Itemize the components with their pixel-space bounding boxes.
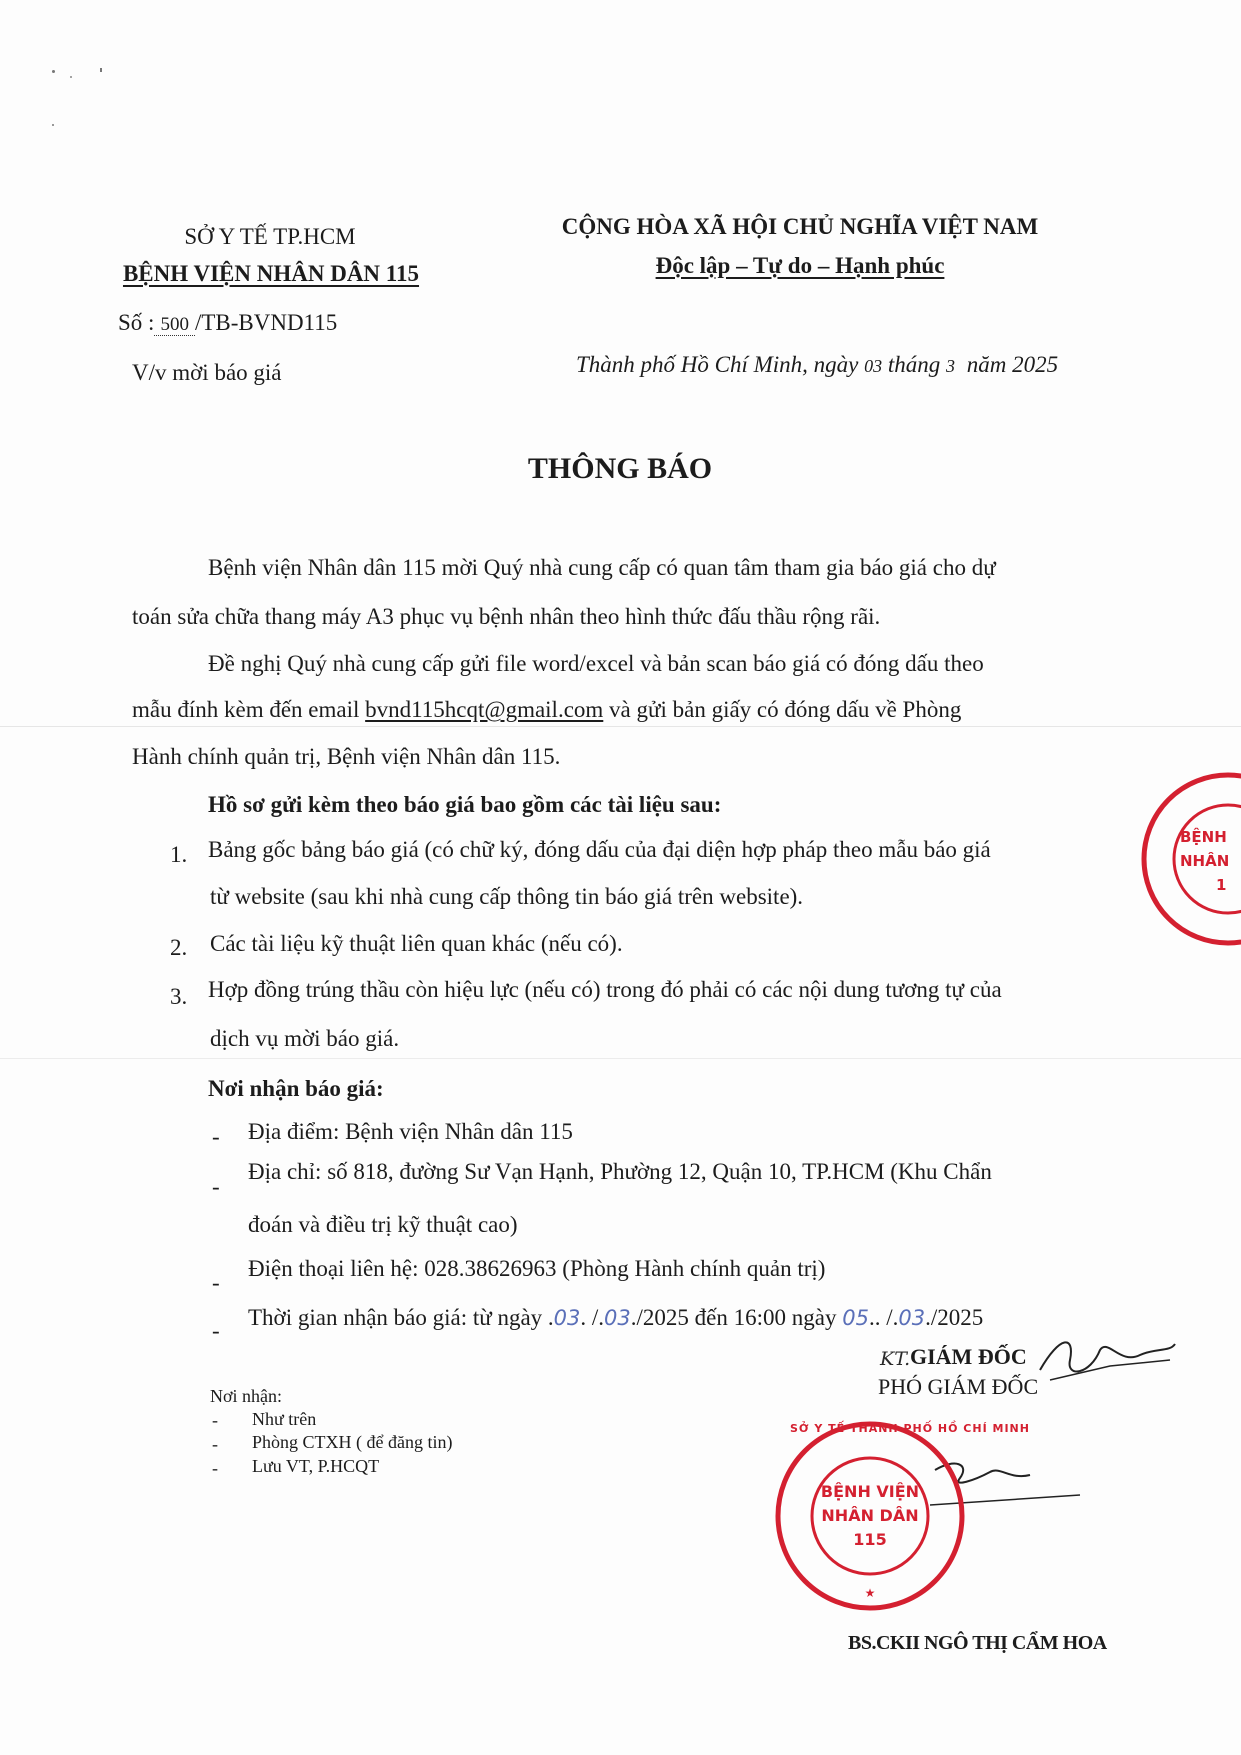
- documents-heading: Hồ sơ gửi kèm theo báo giá bao gồm các tài liệu sau:: [208, 792, 722, 817]
- stamp-center-line-1: BỆNH VIỆN: [820, 1482, 920, 1501]
- recipients-item: Lưu VT, P.HCQT: [252, 1456, 380, 1476]
- edge-stamp-line-1: BỆNH: [1180, 828, 1227, 846]
- date-day: 03: [864, 356, 883, 376]
- edge-stamp: [1136, 770, 1241, 948]
- scan-speck: [70, 76, 72, 78]
- fold-line: [0, 726, 1241, 727]
- date-month-label: tháng: [887, 352, 941, 377]
- fold-line: [0, 1058, 1241, 1059]
- receive-time-middle: /2025 đến 16:00 ngày: [636, 1305, 837, 1330]
- official-stamp: [772, 1418, 1030, 1614]
- scan-speck: [52, 124, 54, 126]
- receive-time-to-date: 05.. /.03.: [842, 1305, 931, 1330]
- paragraph-2-line-3: Hành chính quản trị, Bệnh viện Nhân dân 115.: [132, 744, 561, 769]
- receive-item-dash: -: [212, 1318, 220, 1343]
- document-item-text: Hợp đồng trúng thầu còn hiệu lực (nếu có) trong đó phải có các nội dung tương tự của: [208, 977, 1002, 1002]
- scan-speck: [52, 70, 55, 73]
- signer-title-deputy: PHÓ GIÁM ĐỐC: [878, 1374, 1039, 1399]
- agency-name: SỞ Y TẾ TP.HCM: [184, 224, 356, 249]
- edge-stamp-line-3: 1: [1216, 876, 1227, 894]
- paragraph-2-text-after-email: và gửi bản giấy có đóng dấu về Phòng: [609, 697, 962, 722]
- date-prefix: Thành phố Hồ Chí Minh, ngày: [576, 352, 859, 377]
- kt-prefix-handwritten: KT.: [880, 1348, 911, 1370]
- document-item-text: Các tài liệu kỹ thuật liên quan khác (nếu có).: [210, 931, 623, 956]
- country-name: CỘNG HÒA XÃ HỘI CHỦ NGHĨA VIỆT NAM: [561, 214, 1039, 239]
- stamp-center-line-3: 115: [853, 1530, 887, 1549]
- receive-time-line: [248, 1305, 983, 1331]
- handwritten-signature: [1030, 1330, 1180, 1390]
- recipients-dash: -: [212, 1434, 218, 1454]
- document-number: [118, 310, 337, 336]
- receive-item-text: Điện thoại liên hệ: 028.38626963 (Phòng Hành chính quản trị): [248, 1256, 826, 1281]
- recipients-heading: Nơi nhận:: [210, 1386, 283, 1406]
- email-link[interactable]: bvnd115hcqt@gmail.com: [365, 697, 604, 722]
- receive-time-end: /2025: [930, 1305, 984, 1330]
- receive-time-from-day: 03: [553, 1306, 581, 1330]
- recipients-item: Phòng CTXH ( để đăng tin): [252, 1432, 453, 1452]
- recipients-dash: -: [212, 1458, 218, 1478]
- recipients-dash: -: [212, 1410, 218, 1430]
- signer-title-director: GIÁM ĐỐC: [910, 1344, 1027, 1369]
- national-motto: Độc lập – Tự do – Hạnh phúc: [655, 253, 945, 278]
- subject-line: V/v mời báo giá: [132, 360, 282, 385]
- document-item-text-continued: dịch vụ mời báo giá.: [210, 1026, 400, 1051]
- signature-stroke: [1050, 1360, 1170, 1380]
- document-number-value: 500: [154, 314, 195, 336]
- receive-time-from-month: 03: [604, 1306, 631, 1330]
- recipients-item: Như trên: [252, 1409, 317, 1429]
- receive-item-text: Địa điểm: Bệnh viện Nhân dân 115: [248, 1119, 573, 1144]
- document-number-prefix: Số :: [118, 310, 155, 335]
- document-number-suffix: /TB-BVND115: [194, 310, 338, 335]
- document-item-number: 2.: [170, 935, 188, 960]
- edge-stamp-line-2: NHÂN: [1180, 852, 1230, 870]
- paragraph-1-line-2: toán sửa chữa thang máy A3 phục vụ bệnh nhân theo hình thức đấu thầu rộng rãi.: [132, 604, 881, 629]
- receive-time-prefix: Thời gian nhận báo giá: từ ngày: [248, 1305, 543, 1330]
- paragraph-2-line-1: Đề nghị Quý nhà cung cấp gửi file word/excel và bản scan báo giá có đóng dấu theo: [208, 651, 984, 676]
- signer-name: BS.CKII NGÔ THỊ CẨM HOA: [848, 1632, 1107, 1654]
- hospital-name: BỆNH VIỆN NHÂN DÂN 115: [122, 261, 420, 286]
- document-item-text: Bảng gốc bảng báo giá (có chữ ký, đóng dấu của đại diện hợp pháp theo mẫu báo giá: [208, 837, 991, 862]
- paragraph-2-text-before-email: mẫu đính kèm đến email: [132, 697, 360, 722]
- receive-heading: Nơi nhận báo giá:: [208, 1076, 384, 1101]
- paragraph-2-line-2: [132, 697, 961, 723]
- paragraph-1-line-1: Bệnh viện Nhân dân 115 mời Quý nhà cung cấp có quan tâm tham gia báo giá cho dự: [208, 555, 996, 580]
- receive-item-text: Địa chỉ: số 818, đường Sư Vạn Hạnh, Phường 12, Quận 10, TP.HCM (Khu Chẩn: [248, 1159, 992, 1184]
- stamp-star: ★: [864, 1586, 876, 1600]
- receive-item-dash: -: [212, 1124, 220, 1149]
- date-year: năm 2025: [966, 352, 1059, 377]
- receive-item-dash: -: [212, 1174, 220, 1199]
- document-date: [576, 352, 1058, 378]
- document-item-text-continued: từ website (sau khi nhà cung cấp thông tin báo giá trên website).: [210, 884, 804, 909]
- receive-item-dash: -: [212, 1270, 220, 1295]
- stamp-ring-text: SỞ Y TẾ THÀNH PHỐ HỒ CHÍ MINH: [790, 1422, 1030, 1435]
- date-month: 3: [946, 356, 956, 376]
- receive-item-text-continued: đoán và điều trị kỹ thuật cao): [248, 1212, 518, 1237]
- receive-time-to-month: 03: [898, 1306, 926, 1330]
- document-item-number: 1.: [170, 842, 188, 867]
- receive-time-from-date: .03. /.03.: [547, 1305, 637, 1330]
- document-item-number: 3.: [170, 984, 188, 1009]
- receive-time-to-day: 05: [842, 1306, 869, 1330]
- stamp-center-line-2: NHÂN DÂN: [821, 1506, 919, 1525]
- scan-speck: [100, 68, 102, 72]
- document-title: THÔNG BÁO: [527, 452, 713, 485]
